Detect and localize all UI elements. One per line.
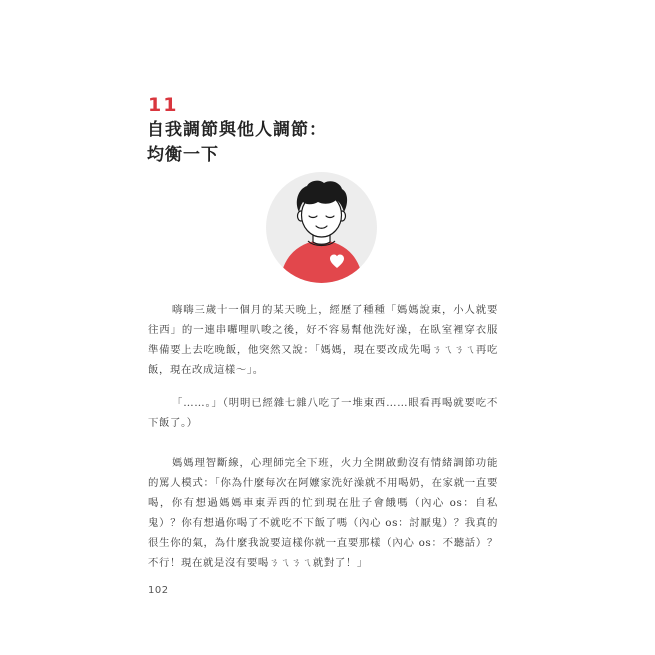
- page-number: 102: [148, 585, 169, 596]
- child-portrait-illustration: [266, 172, 377, 283]
- chapter-title-line-1: 自我調節與他人調節：: [147, 120, 327, 140]
- paragraph-1-text: 嗨嗨三歲十一個月的某天晚上，經歷了種種「媽媽說東，小人就要往西」的一連串囉哩叭唆之後，好不容易幫他洗好澡，在臥室裡穿衣服準備要上去吃晚飯，他突然又說：「媽媽，現在要改成先喝ㄋㄟㄋㄟ再吃飯，現在改成這樣～」。: [148, 304, 498, 376]
- paragraph-2: [148, 393, 498, 433]
- chapter-title: [147, 118, 327, 168]
- paragraph-2-text: 「……。」（明明已經雜七雜八吃了一堆東西……眼看再喝就要吃不下飯了。）: [148, 397, 498, 429]
- paragraph-1: [148, 300, 498, 380]
- chapter-number: 11: [148, 94, 179, 116]
- paragraph-3-text: 媽媽理智斷線，心理師完全下班，火力全開啟動沒有情緒調節功能的罵人模式：「你為什麼每次在阿嬤家洗好澡就不用喝奶，在家就一直要喝，你有想過媽媽車東弄西的忙到現在肚子會餓嗎（內心 os：自私鬼）？你有想過你喝了不就吃不下飯了嗎（內心 os：討厭鬼）？我真的很生你的氣，為什麼我說要這樣你就一直要那樣（內心 os：不聽話）？不行！現在就是沒有要喝ㄋㄟㄋㄟ就對了！」: [148, 457, 498, 569]
- chapter-title-line-2: 均衡一下: [147, 145, 219, 165]
- paragraph-3: [148, 453, 498, 573]
